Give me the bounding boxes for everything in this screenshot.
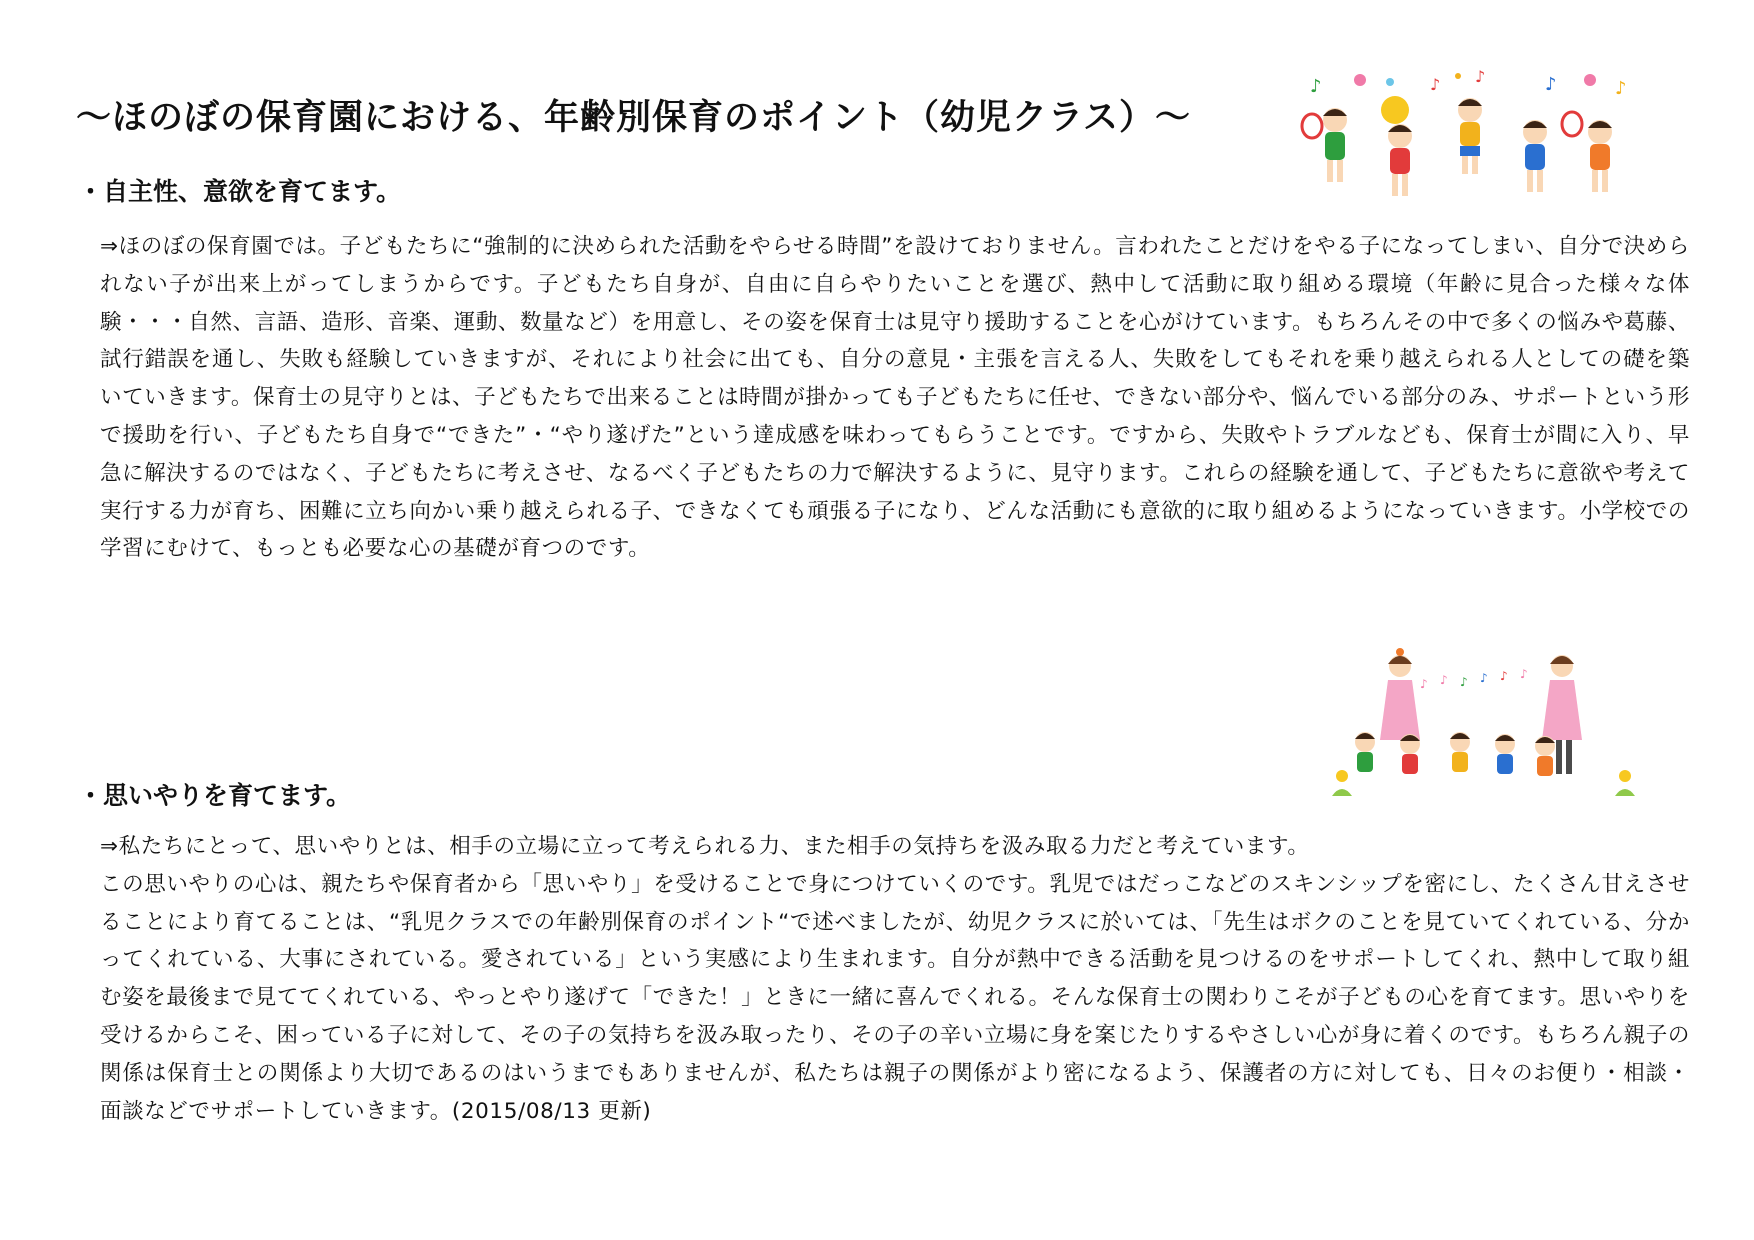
section-heading-compassion: ・思いやりを育てます。 — [78, 781, 352, 810]
section-body-autonomy: ⇒ほのぼの保育園では。子どもたちに“強制的に決められた活動をやらせる時間”を設けておりません。言われたことだけをやる子になってしまい、自分で決められない子が出来上がってしまうからです。子どもたち自身が、自由に自らやりたいことを選び、熱中して活動に取り組める環境（年齢に見合った様々な体験・・・自然、言語、造形、音楽、運動、数量など）を用意し、その姿を保育士は見守り援助することを心がけています。もちろんその中で多くの悩みや葛藤、試行錯誤を通し、失敗も経験していきますが、それにより社会に出ても、自分の意見・主張を言える人、失敗をしてもそれを乗り越えられる人としての礎を築いていきます。保育士の見守りとは、子どもたちで出来ることは時間が掛かっても子どもたちに任せ、できない部分や、悩んでいる部分のみ、サポートという形で援助を行い、子どもたち自身で“できた”・“やり遂げた”という達成感を味わってもらうことです。ですから、失敗やトラブルなども、保育士が間に入り、早急に解決するのではなく、子どもたちに考えさせ、なるべく子どもたちの力で解決するように、見守ります。これらの経験を通して、子どもたちに意欲や考えて実行する力が育ち、困難に立ち向かい乗り越えられる子、できなくても頑張る子になり、どんな活動にも意欲的に取り組めるようになっていきます。小学校での学習にむけて、もっとも必要な心の基礎が育つのです。 — [100, 234, 1690, 562]
section-heading-autonomy: ・自主性、意欲を育てます。 — [78, 177, 402, 206]
svg-text:♪: ♪ — [1520, 667, 1528, 681]
svg-text:♪: ♪ — [1475, 67, 1486, 86]
page-title: ～ほのぼの保育園における、年齢別保育のポイント（幼児クラス）～ — [76, 98, 1191, 138]
section-body-compassion-line1: ⇒私たちにとって、思いやりとは、相手の立場に立って考えられる力、また相手の気持ちを汲み取る力だと考えています。 — [100, 834, 1310, 859]
svg-text:♪: ♪ — [1480, 671, 1488, 685]
svg-text:♪: ♪ — [1440, 673, 1448, 687]
svg-text:♪: ♪ — [1420, 677, 1428, 691]
music-notes-icon — [1420, 667, 1528, 691]
svg-text:♪: ♪ — [1500, 669, 1508, 683]
svg-text:♪: ♪ — [1430, 75, 1441, 94]
section-body-compassion-line2: この思いやりの心は、親たちや保育者から「思いやり」を受けることで身につけていくのです。乳児ではだっこなどのスキンシップを密にし、たくさん甘えさせることにより育てることは、“乳児クラスでの年齢別保育のポイント“で述べましたが、幼児クラスに於いては、「先生はボクのことを見ていてくれている、分かってくれている、大事にされている。愛されている」という実感により生まれます。自分が熱中できる活動を見つけるのをサポートしてくれ、熱中して取り組む姿を最後まで見ててくれている、やっとやり遂げて「できた！」ときに一緒に喜んでくれる。そんな保育士の関わりこそが子どもの心を育てます。思いやりを受けるからこそ、困っている子に対して、その子の気持ちを汲み取ったり、その子の辛い立場に身を案じたりするやさしい心が身に着くのです。もちろん親子の関係は保育士との関係より大切であるのはいうまでもありませんが、私たちは親子の関係がより密になるよう、保護者の方に対しても、日々のお便り・相談・面談などでサポートしていきます。(2015/08/13 更新) — [100, 871, 1690, 1124]
music-notes-icon — [1310, 67, 1627, 99]
section-body-compassion — [100, 828, 1690, 1130]
teachers-and-children-illustration — [1330, 646, 1640, 806]
svg-text:♪: ♪ — [1545, 74, 1557, 95]
svg-text:♪: ♪ — [1310, 76, 1322, 97]
svg-text:♪: ♪ — [1460, 675, 1468, 689]
children-dancing-illustration — [1300, 62, 1640, 212]
svg-text:♪: ♪ — [1615, 78, 1627, 99]
